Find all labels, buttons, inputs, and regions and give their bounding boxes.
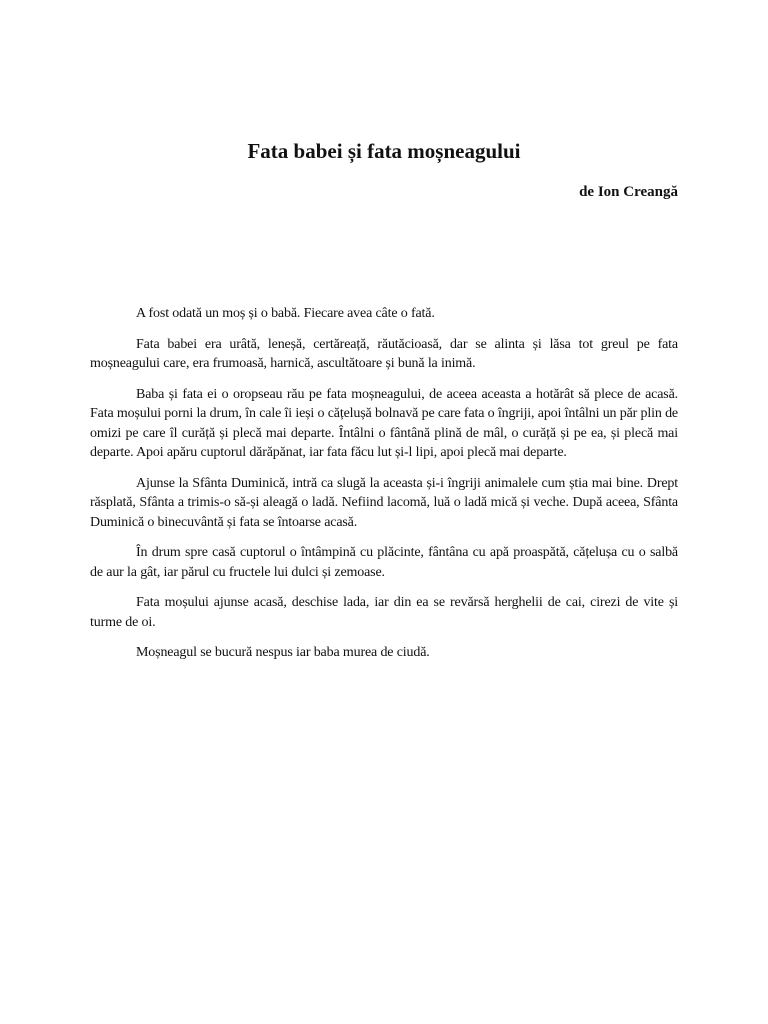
paragraph-7: Moșneagul se bucură nespus iar baba murea de ciudă. <box>136 645 430 660</box>
document-title: Fata babei și fata moșneagului <box>247 139 521 163</box>
paragraph-4: Ajunse la Sfânta Duminică, intră ca slugă la aceasta și-i îngriji animalele cum știa mai bine. Drept răsplată, Sfânta a trimis-o să-și aleagă o ladă. Nefiind lacomă, luă o ladă mică și veche. După aceea, Sfânta Duminică o binecuvântă și fata se întoarse acasă. <box>90 475 678 530</box>
paragraph-6: Fata moșului ajunse acasă, deschise lada, iar din ea se revărsă herghelii de cai, cirezi de vite și turme de oi. <box>90 595 678 630</box>
document-author: de Ion Creangă <box>579 184 678 200</box>
paragraph-5: În drum spre casă cuptorul o întâmpină cu plăcinte, fântâna cu apă proaspătă, cățelușa cu o salbă de aur la gât, iar părul cu fructele lui dulci și zemoase. <box>90 545 678 580</box>
paragraph-1: A fost odată un moș și o babă. Fiecare avea câte o fată. <box>136 306 435 321</box>
paragraph-2: Fata babei era urâtă, leneșă, certăreață, răutăcioasă, dar se alinta și lăsa tot greul pe fata moșneagului care, era frumoasă, harnică, ascultătoare și bună la inimă. <box>90 336 678 371</box>
paragraph-3: Baba și fata ei o oropseau rău pe fata moșneagului, de aceea aceasta a hotărât să plece de acasă. Fata moșului porni la drum, în cale îi ieși o cățelușă bolnavă pe care fata o îngriji, apoi întâlni un păr plin de omizi pe care îl curăță și plecă mai departe. Întâlni o fântână plină de mâl, o curăță și pe ea, și plecă mai departe. Apoi apăru cuptorul dărăpănat, iar fata făcu lut și-l lipi, apoi plecă mai departe. <box>90 386 678 460</box>
document-body <box>90 304 678 674</box>
